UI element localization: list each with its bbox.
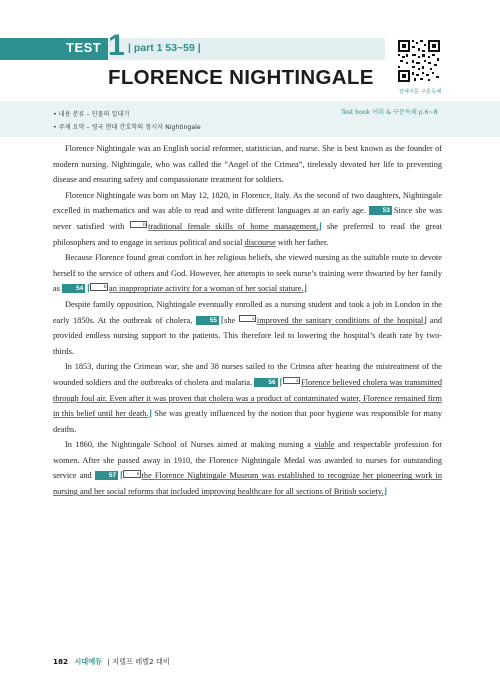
paragraph-4: Despite family opposition, Nightingale eventually enrolled as a nursing student and took a job in London in the early 1850s. At the outbreak of cholera, 55 ⌈she v improved the sanitary conditions of the hospital⌋ and provided endless nursing support to the patients. This therefore led to lowering the hospital’s death rate by two-thirds. — [53, 299, 442, 356]
grammar-mark: s — [123, 470, 140, 478]
grammar-mark: v — [239, 315, 256, 323]
qr-caption: 전체지문 구문독해 — [398, 89, 442, 95]
passage — [53, 141, 442, 500]
underlined-phrase: the Florence Nightingale Museum was established to recognize her pioneering work in nursing and her social reforms that included improving healthcare for all sections of British society. — [53, 471, 442, 497]
book-title: | 지텔프 레벨2 대비 — [107, 657, 170, 666]
paragraph-3: Because Florence found great comfort in her religious beliefs, she viewed nursing as the suitable route to devote herself to the service of others and God. However, her attempts to seek nurse’s training were thwarted by her family as 54 ⌈ b an inappropriate activity for a woman of her social stature.⌋ — [53, 253, 442, 294]
question-57-badge: 57 — [95, 471, 118, 480]
footer — [53, 657, 170, 667]
question-54-badge: 54 — [62, 284, 85, 293]
paragraph-6: In 1860, the Nightingale School of Nurses aimed at making nursing a viable and respectable profession for women. After she passed away in 1910, the Florence Nightingale Medal was awarded to nurses for outstanding service and 57 ⌈ s the Florence Nightingale Museum was established to recognize her pioneering work in nursing and her social reforms that included improving healthcare for all sections of British society.⌋ — [53, 440, 443, 497]
underlined-word: viable — [314, 440, 335, 450]
qr-code-icon[interactable] — [397, 39, 441, 83]
underlined-word: discourse — [244, 237, 276, 247]
paragraph-5: In 1853, during the Crimean war, she and 38 nurses sailed to the Crimea after hearing the mistreatment of the wounded soldiers and the outbreaks of cholera and malaria. 56 ⌈ s Florence believed cholera was transmitted through foul air. Even after it was proven that cholera was a product of contaminated water, Florence remained firm in this belief until her death.⌋ She was greatly influenced by the notion that poor hygiene was responsible for many deaths. — [53, 362, 442, 434]
summary-line: • 주제 요약 – 영국 현대 간호학의 창시자 Nightingale — [53, 124, 201, 131]
underlined-phrase: an inappropriate activity for a woman of her social stature. — [109, 284, 304, 294]
paragraph-1: Florence Nightingale was an English social reformer, statistician, and nurse. She is best known as the founder of modern nursing. Nightingale, who was called the “Angel of the Crimea”, tirelessly devoted her life to preventing disease and ensuring safety and compassionate treatment for soldiers. — [53, 144, 442, 185]
question-53-badge: 53 — [369, 206, 392, 215]
part-label: | part 1 53~59 | — [128, 42, 201, 54]
question-56-badge: 56 — [254, 378, 277, 387]
page-title: FLORENCE NIGHTINGALE — [108, 66, 374, 89]
grammar-mark: b — [90, 283, 108, 291]
paragraph-2: Florence Nightingale was born on May 12, 1820, in Florence, Italy. As the second of two daughters, Nightingale excelled in mathematics and was able to read and write different languages at an early age. 53 Since she was never satisfied with b traditional female skills of home management,⌋ she preferred to read the great philosophers and to engage in serious political and social discourse with her father. — [53, 190, 443, 247]
grammar-mark: s — [283, 377, 300, 385]
underlined-phrase: improved the sanitary conditions of the hospital — [256, 315, 424, 325]
underlined-phrase: traditional female skills of home management, — [148, 221, 319, 231]
book-reference: Test book 어휘 & 구문독해 p.6~8 — [341, 109, 438, 116]
genre-line: • 내용 분류 – 인물의 일대기 — [53, 111, 130, 118]
test-number: 1 — [108, 29, 125, 62]
test-label: TEST — [66, 40, 102, 55]
underlined-phrase: Florence believed cholera was transmitted through foul air. Even after it was proven that cholera was a product of contaminated water, Florence remained firm in this belief until her death. — [53, 377, 442, 419]
page-number: 182 — [53, 657, 69, 666]
publisher-name: 시대에듀 — [74, 657, 103, 666]
question-55-badge: 55 — [196, 316, 219, 325]
grammar-mark: b — [130, 221, 148, 229]
